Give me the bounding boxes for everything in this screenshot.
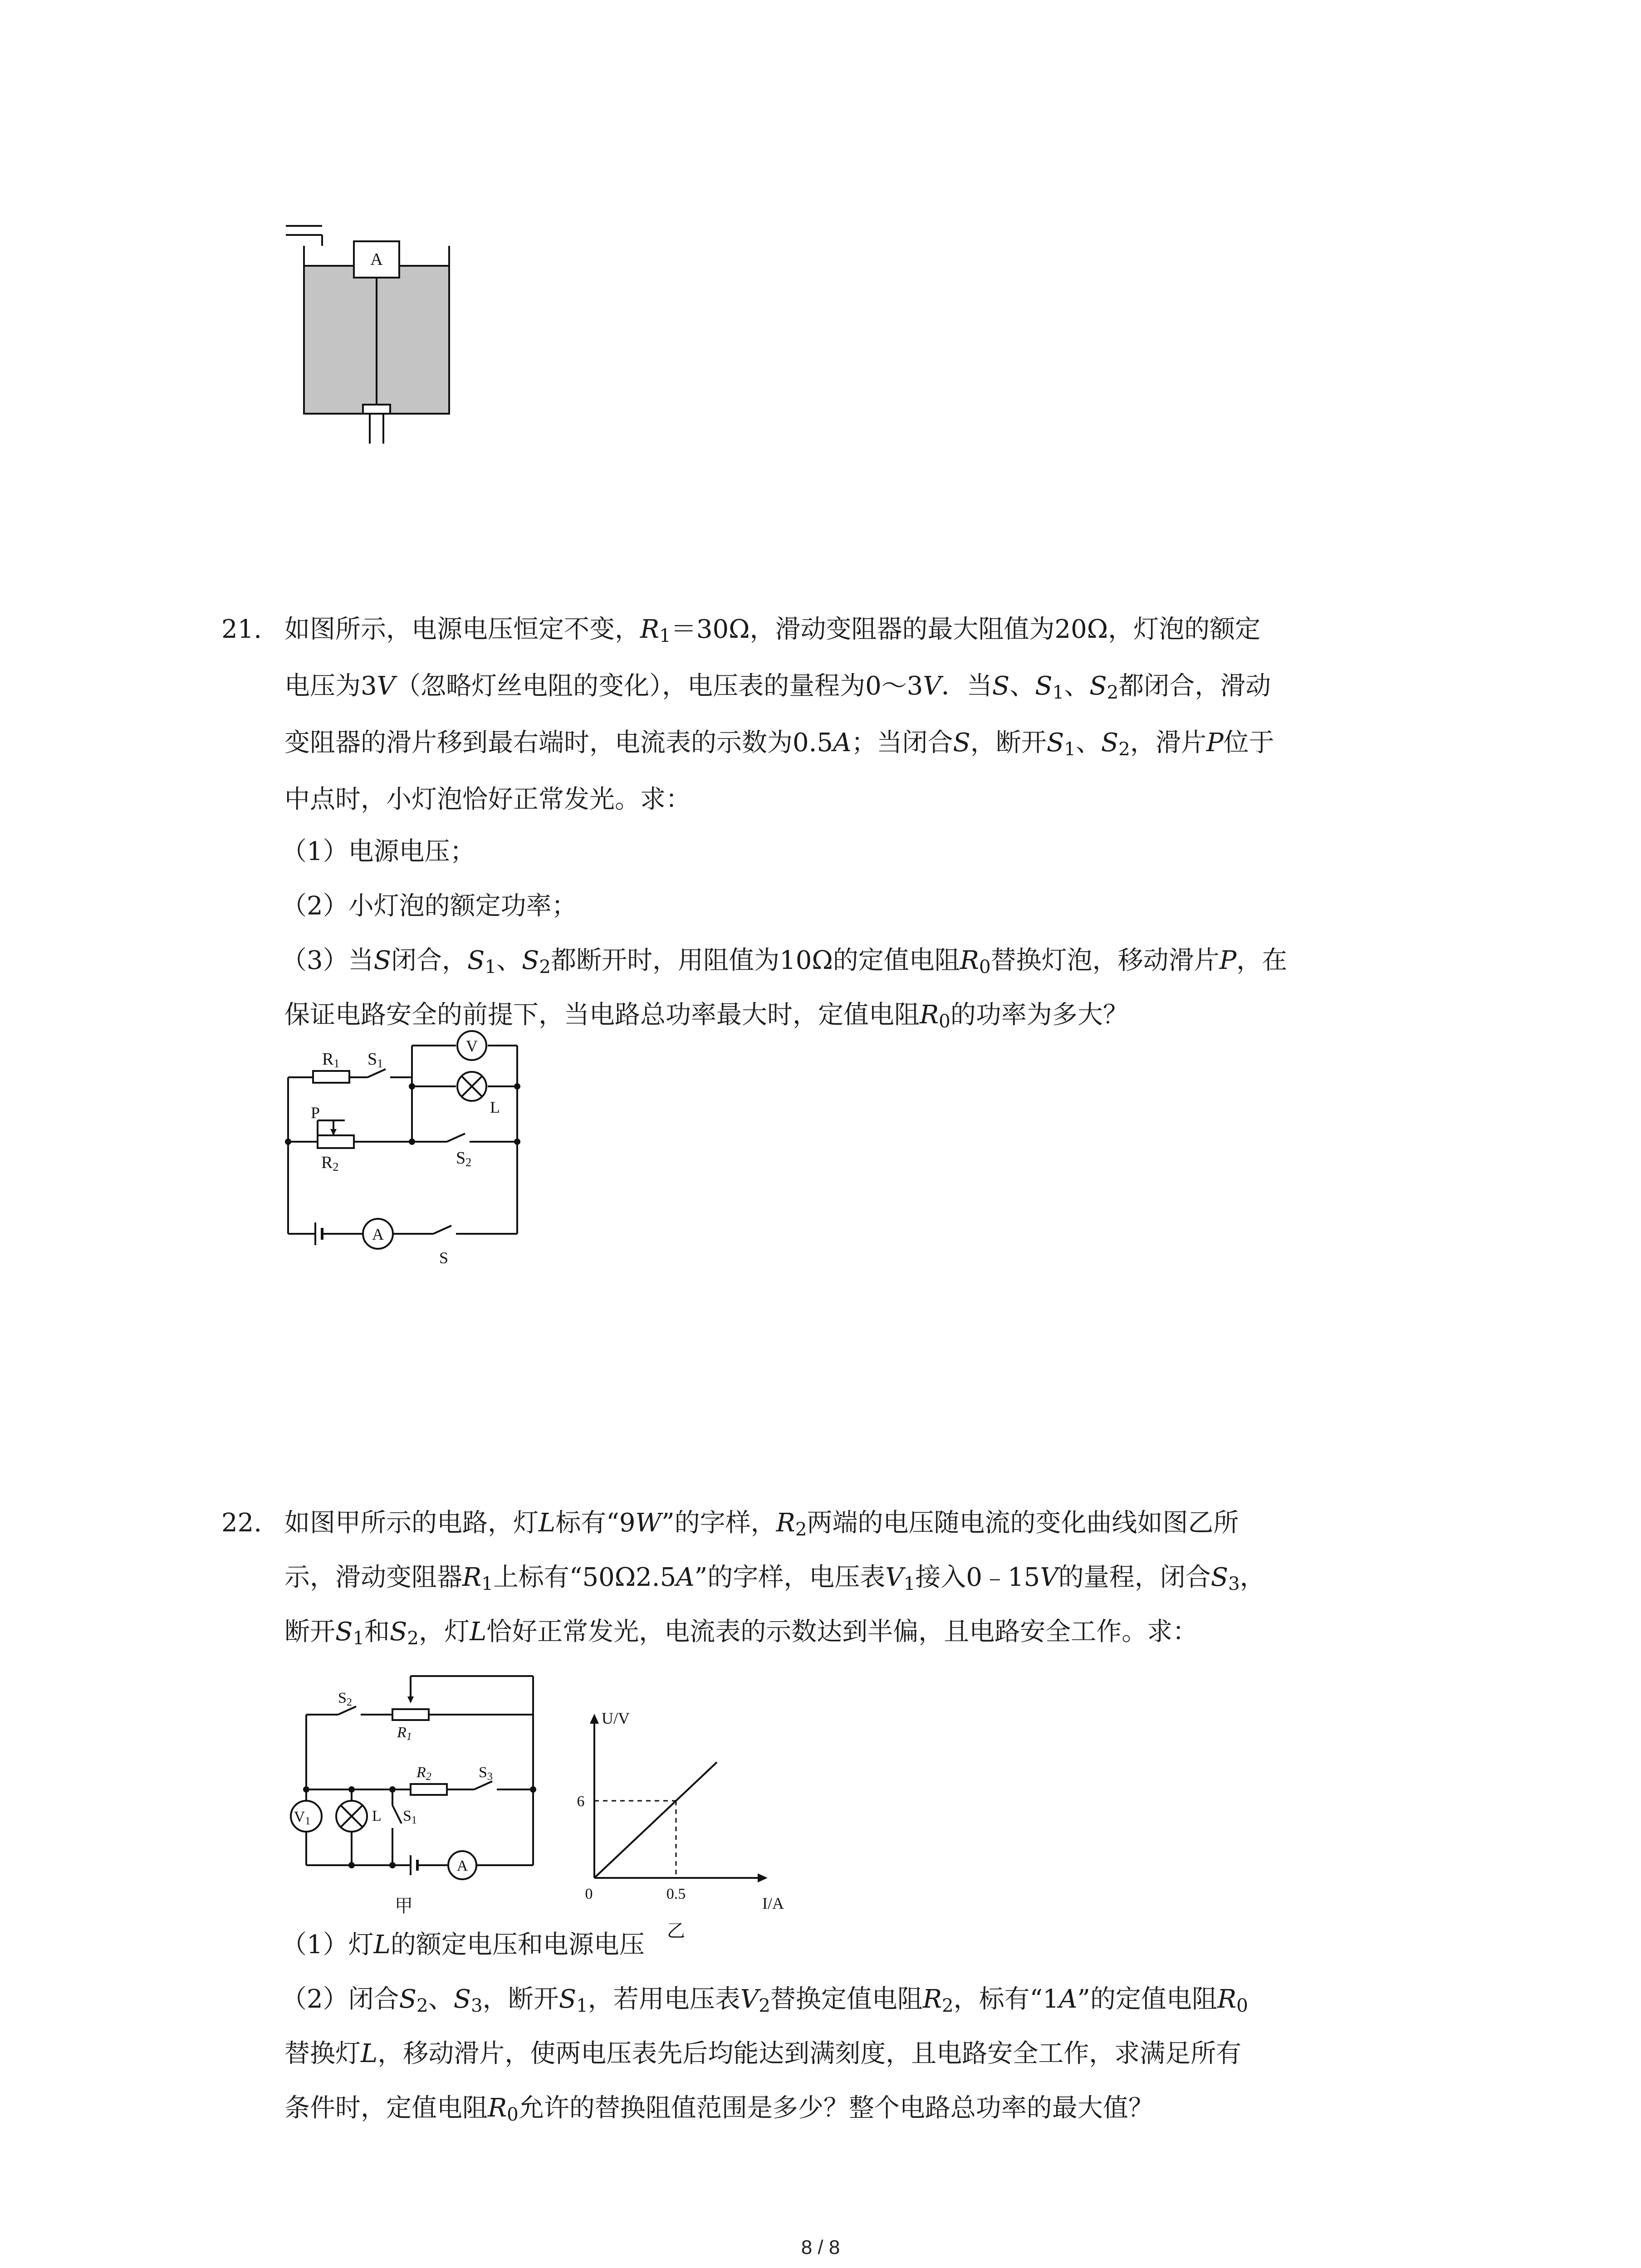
tank-figure xyxy=(272,218,463,458)
y-axis-label: U/V xyxy=(602,1709,630,1727)
q22-line-1: 如图甲所示的电路，灯L标有“9W”的字样，$R_2$两端的电压随电流的变化曲线如图乙所 xyxy=(284,1508,1239,1540)
svg-text:P: P xyxy=(311,1104,320,1122)
svg-text:V1: V1 xyxy=(294,1809,311,1827)
svg-text:A: A xyxy=(456,1857,468,1874)
svg-text:R1: R1 xyxy=(397,1724,412,1743)
q22-part-1: （1）灯L的额定电压和电源电压 xyxy=(281,1930,645,1960)
y-tick-label: 6 xyxy=(577,1793,585,1810)
q21-line-3: 变阻器的滑片移到最右端时，电流表的示数为0.5A；当闭合S，断开$S_1$、$S_2$，滑片P位于 xyxy=(284,728,1274,760)
q22-graph-yi-figure xyxy=(563,1696,798,1941)
svg-text:R2: R2 xyxy=(321,1153,339,1173)
q22-part-2-line-1: （2）闭合$S_2$、$S_3$，断开$S_1$，若用电压表$V_2$替换定值电阻$R_2$，标有“1A”的定值电阻$R_0$ xyxy=(281,1984,1248,2016)
q22-number: 22. xyxy=(221,1508,262,1538)
q21-part-3-line-2: 保证电路安全的前提下，当电路总功率最大时，定值电阻$R_0$的功率为多大？ xyxy=(284,1000,1128,1032)
svg-text:L: L xyxy=(372,1808,382,1824)
svg-text:A: A xyxy=(372,1225,384,1243)
x-tick-label: 0.5 xyxy=(666,1886,686,1902)
svg-text:S2: S2 xyxy=(338,1690,352,1708)
q22-part-2-line-2: 替换灯L，移动滑片，使两电压表先后均能达到满刻度，且电路安全工作，求满足所有 xyxy=(284,2039,1242,2068)
caption-yi: 乙 xyxy=(667,1921,685,1941)
svg-text:S2: S2 xyxy=(456,1149,472,1169)
svg-text:S1: S1 xyxy=(367,1050,383,1070)
page-number: 8 / 8 xyxy=(801,2236,840,2258)
u-i-series-line xyxy=(594,1762,717,1878)
q21-line-2: 电压为3V（忽略灯丝电阻的变化），电压表的量程为0～3V．当S、$S_1$、$S_2$都闭合，滑动 xyxy=(284,671,1271,703)
q21-line-1: 如图所示，电源电压恒定不变，$R_1=30\Omega$，滑动变阻器的最大阻值为20Ω，灯泡的额定 xyxy=(284,615,1261,646)
q21-part-1: （1）电源电压； xyxy=(281,837,475,866)
q21-circuit-figure xyxy=(277,1027,540,1267)
q21-number: 21. xyxy=(221,615,262,644)
svg-text:L: L xyxy=(490,1098,500,1116)
q22-line-3: 断开$S_1$和$S_2$，灯L恰好正常发光，电流表的示数达到半偏，且电路安全工作。求： xyxy=(284,1617,1198,1649)
svg-text:V: V xyxy=(466,1037,478,1055)
svg-text:R2: R2 xyxy=(416,1764,431,1783)
svg-text:S3: S3 xyxy=(479,1764,493,1783)
x-axis-label: I/A xyxy=(762,1894,784,1912)
q22-circuit-jia-figure xyxy=(281,1669,554,1923)
svg-text:S: S xyxy=(439,1249,449,1267)
q22-line-2: 示，滑动变阻器$R_1$上标有“50Ω2.5A”的字样，电压表$V_1$接入0﹣15V的量程，闭合$S_3$， xyxy=(284,1563,1265,1594)
svg-text:S1: S1 xyxy=(403,1808,417,1826)
svg-text:R1: R1 xyxy=(322,1050,340,1070)
caption-jia: 甲 xyxy=(395,1896,413,1916)
q21-line-4: 中点时，小灯泡恰好正常发光。求： xyxy=(284,785,691,814)
q22-part-2-line-3: 条件时，定值电阻$R_0$允许的替换阻值范围是多少？整个电路总功率的最大值？ xyxy=(284,2093,1154,2125)
origin-label: 0 xyxy=(585,1886,593,1902)
ammeter-label: A xyxy=(370,250,383,269)
q21-part-3-line-1: （3）当S闭合，$S_1$、$S_2$都断开时，用阻值为10Ω的定值电阻$R_0$替换灯泡，移动滑片P，在 xyxy=(281,946,1288,978)
q21-part-2: （2）小灯泡的额定功率； xyxy=(281,891,577,921)
